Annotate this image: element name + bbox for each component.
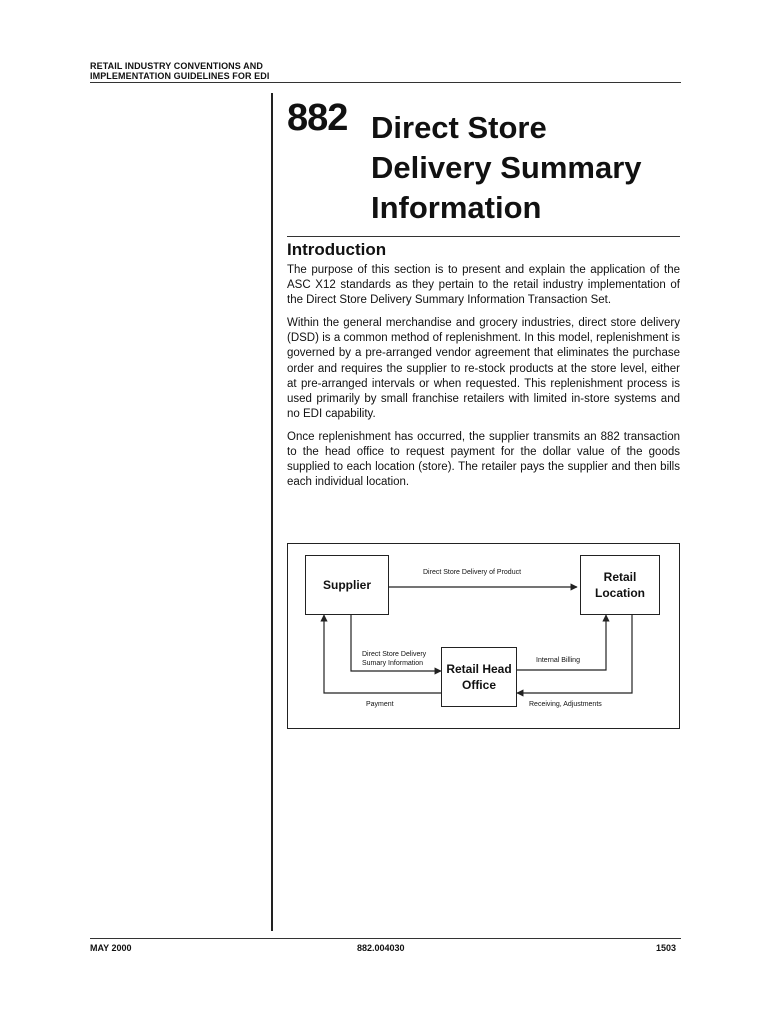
supplier-label: Supplier: [322, 578, 371, 592]
header-rule: [90, 82, 681, 83]
label-receiving: Receiving, Adjustments: [529, 701, 602, 708]
margin-rule: [271, 93, 273, 931]
head-office-box: [441, 647, 517, 707]
supplier-box: [305, 555, 389, 615]
head-office-label-1: Retail Head: [446, 662, 512, 676]
page-number: 1503: [656, 943, 677, 953]
header-line-2: IMPLEMENTATION GUIDELINES FOR EDI: [90, 71, 270, 81]
label-product-delivery: Direct Store Delivery of Product: [423, 569, 522, 576]
flow-diagram: [287, 543, 680, 729]
label-summary-line-1: Direct Store Delivery: [362, 651, 427, 658]
title-line-3: Information: [371, 190, 542, 225]
footer-rule: [90, 938, 681, 939]
section-heading: Introduction: [287, 240, 387, 259]
footer-code: 882.004030: [357, 943, 405, 953]
header-line-1: RETAIL INDUSTRY CONVENTIONS AND: [90, 61, 263, 71]
running-header: [90, 61, 269, 81]
paragraph: Once replenishment has occurred, the supplier transmits an 882 transaction to the head office to request payment for the dollar value of the goods supplied to each location (store). The retailer pays the supplier and then bills each individual location.: [287, 430, 680, 489]
paragraph: The purpose of this section is to present and explain the application of the ASC X12 standards as they pertain to the retail industry implementation of the Direct Store Delivery Summary Information Transaction Set.: [287, 264, 680, 307]
retail-location-box: [580, 555, 660, 615]
label-summary-information: [362, 650, 426, 668]
arrow-receiving: [517, 615, 632, 693]
page-title: [371, 108, 642, 228]
transaction-number: 882: [287, 97, 348, 139]
title-rule: [287, 236, 680, 237]
title-line-1: Direct Store: [371, 110, 547, 145]
label-payment: Payment: [366, 701, 394, 708]
footer-date: MAY 2000: [90, 943, 132, 953]
section-body: [287, 263, 680, 498]
label-summary-line-2: Sumary Information: [362, 660, 424, 667]
paragraph: Within the general merchandise and grocery industries, direct store delivery (DSD) is a common method of replenishment. In this model, replenishment is governed by a pre-arranged vendor agreement that eliminates the purchase order and requires the supplier to re-stock products at the store level, either at pre-arranged intervals or when requested. This replenishment process is used primarily by small franchise retailers with limited in-store systems and no EDI capability.: [287, 317, 680, 420]
label-internal-billing: Internal Billing: [536, 657, 580, 664]
retail-location-label-2: Location: [595, 586, 645, 600]
retail-location-label-1: Retail: [603, 570, 637, 584]
title-line-2: Delivery Summary: [371, 150, 642, 185]
head-office-label-2: Office: [461, 678, 496, 692]
